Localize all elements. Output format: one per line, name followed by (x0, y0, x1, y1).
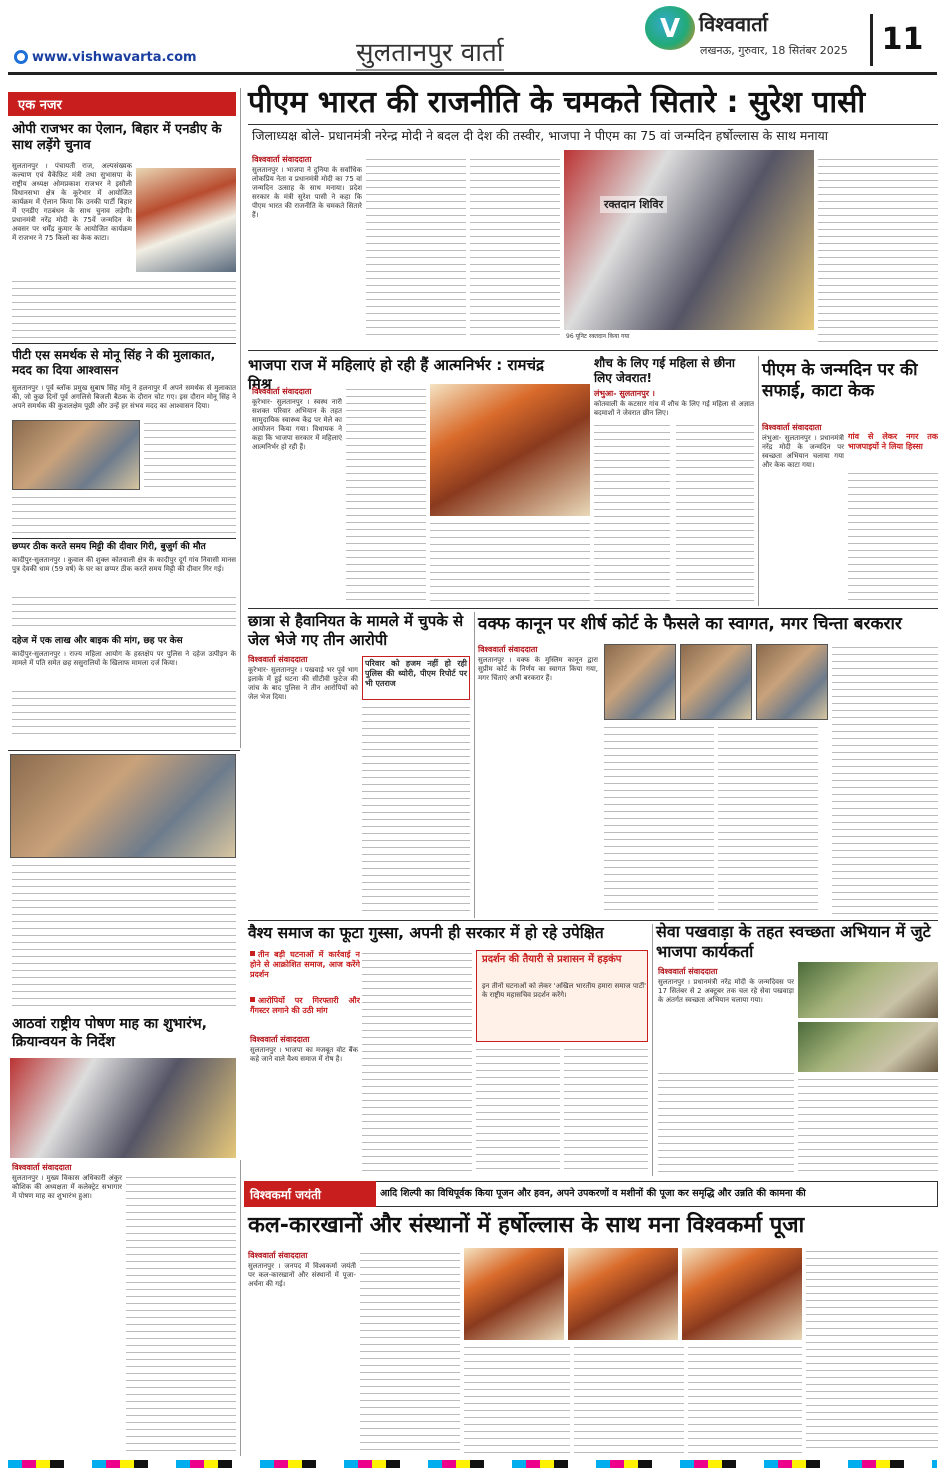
story7-bullet-2: आरोपियों पर गिरफ्तारी और गैंगस्टर लगाने की उठी मांग (250, 996, 360, 1015)
story10-col2 (360, 1250, 460, 1454)
divider (8, 750, 240, 751)
section-title: सुलतानपुर वार्ता (356, 33, 504, 71)
story2-photo (430, 384, 590, 516)
story5-text: कूरेभार- सुलतानपुर । पखवाड़े भर पूर्व भाग इलाके में हुई घटना की सीटीवी फुटेज की जांच के बाद पुलिस ने तीन आरोपियों को जेल भेज दिया। (248, 666, 358, 701)
divider (248, 124, 938, 125)
story10-col6 (806, 1248, 938, 1454)
main-text-col2 (366, 156, 466, 338)
brief-1-headline: ओपी राजभर का ऐलान, बिहार में एनडीए के साथ लड़ेंगे चुनाव (12, 122, 222, 154)
story5-sidebar-box: परिवार को हजम नहीं हो रही पुलिस की थ्योरी, पीएम रिपोर्ट पर भी एतराज (362, 656, 470, 700)
story9-photo (10, 1058, 236, 1158)
main-subhead: जिलाध्यक्ष बोले- प्रधानमंत्री नरेन्द्र मोदी ने बदल दी देश की तस्वीर, भाजपा ने पीएम का 75 वां जन्मदिन हर्षोल्लास के साथ मनाया (252, 128, 829, 143)
divider (248, 920, 938, 921)
story2-text: कूरेभार- सुलतानपुर । स्वस्थ नारी सशक्त परिवार अभियान के तहत सामुदायिक स्वास्थ्य केंद्र पर मेले का आयोजन किया गया। विधायक ने कहा कि भाजपा सरकार में महिलाएं आत्मनिर्भर हो रही हैं। (252, 398, 342, 451)
brief-2-text: सुलतानपुर । पूर्व ब्लॉक प्रमुख सुबाष सिंह मोनू ने हलनापुर में अपने समर्थक से मुलाकात की, जो कुछ दिनों पूर्व अगलिसे बिजली बैठक के दौरान चोट गए। इस दौरान मोनू सिंह ने अपने समर्थक की कुशलक्षेम पूछी और उन्हें हर संभव मदद का आश्वासन दिया। (12, 384, 236, 410)
story10-photo-2 (568, 1248, 678, 1340)
story8-byline: विश्ववार्ता संवाददाता (658, 967, 718, 976)
story9-headline: आठवां राष्ट्रीय पोषण माह का शुभारंभ, क्रियान्वयन के निर्देश (12, 1016, 207, 1050)
story9-col2 (126, 1174, 236, 1454)
story2-col2 (346, 386, 426, 602)
story3-headline: शौच के लिए गई महिला से छीना लिए जेवरात! (594, 356, 735, 385)
main-text-col4 (818, 156, 938, 346)
page-number: 11 (870, 14, 932, 66)
main-photo-caption: 96 यूनिट रक्तदान किया गया (566, 333, 630, 340)
story9-text: सुलतानपुर । मुख्य विकास अधिकारी अंकुर कौशिक की अध्यक्षता में कलेक्ट्रेट सभागार में पोषण माह का शुभारंभ हुआ। (12, 1174, 122, 1200)
story10-col3 (464, 1344, 570, 1454)
story5-headline: छात्रा से हैवानियत के मामले में चुपके से जेल भेजे गए तीन आरोपी (248, 612, 464, 649)
divider (12, 538, 236, 539)
story3-col1 (594, 422, 670, 602)
story4-headline: पीएम के जन्मदिन पर की सफाई, काटा केक (762, 360, 918, 402)
story6-headline: वक्फ कानून पर शीर्ष कोर्ट के फैसले का स्वागत, मगर चिन्ता बरकरार (478, 614, 902, 634)
story3-col2 (676, 422, 754, 602)
story10-photo-1 (464, 1248, 564, 1340)
story2-headline: भाजपा राज में महिलाएं हो रही हैं आत्मनिर्भर : रामचंद्र मिश्र (248, 356, 544, 393)
story6-portrait-2 (680, 644, 752, 720)
story8-col3 (798, 1076, 938, 1174)
story5-col2 (362, 704, 470, 916)
story4-text: लंभुआ- सुलतानपुर । प्रधानमंत्री नरेंद्र मोदी के जन्मदिन पर स्वच्छता अभियान चलाया गया और केक काटा गया। (762, 434, 844, 469)
brand-logo-letter: V (660, 14, 681, 44)
story6-col4 (832, 644, 938, 916)
main-text-col3 (470, 156, 560, 338)
divider (248, 608, 938, 609)
brief-2-photo (12, 420, 140, 490)
brief-4-headline: दहेज में एक लाख और बाइक की मांग, छह पर केस (12, 636, 183, 646)
story7-headline: वैश्य समाज का फूटा गुस्सा, अपनी ही सरकार में हो रहे उपेक्षित (248, 924, 604, 942)
brief-3-headline: छप्पर ठीक करते समय मिट्टी की दीवार गिरी, बुजुर्ग की मौत (12, 542, 206, 552)
brand-name: विश्ववार्ता (699, 12, 768, 36)
tag-label: विश्वकर्मा जयंती (244, 1181, 376, 1207)
story6-byline: विश्ववार्ता संवाददाता (478, 645, 538, 654)
story7-col4 (564, 1046, 648, 1174)
brief-1-photo (136, 168, 236, 272)
main-photo (564, 150, 814, 330)
brief-2-headline: पीटी एस समर्थक से मोनू सिंह ने की मुलाकात, मदद का दिया आश्वासन (12, 348, 216, 377)
divider (248, 350, 938, 351)
story10-col4 (574, 1344, 684, 1454)
main-photo-banner: रक्तदान शिविर (600, 196, 667, 213)
story6-portrait-3 (756, 644, 828, 720)
brief-1-continued (12, 278, 236, 338)
brief-2-more (12, 494, 236, 534)
story7-byline: विश्ववार्ता संवाददाता (250, 1035, 310, 1044)
website-url[interactable]: www.vishwavarta.com (14, 50, 197, 65)
story10-photo-3 (682, 1248, 802, 1340)
brief-4-text: कादीपुर-सुलतानपुर । राज्य महिला आयोग के हस्तक्षेप पर पुलिस ने दहेज उत्पीड़न के मामले में पति समेत छह ससुरालियों के खिलाफ मामला दर्ज किया। (12, 650, 236, 667)
main-lead-text: सुलतानपुर । भाजपा ने दुनिया के सर्वाधिक लोकप्रिय नेता व प्रधानमंत्री मोदी का 75 वां जन्मदिन उत्साह के साथ मनाया। प्रदेश सरकार के मंत्री सुरेश पासी ने कहा कि पीएम भारत की राजनीति के चमकते सितारे हैं। (252, 166, 362, 219)
story7-col3 (476, 1046, 560, 1174)
story6-portrait-1 (604, 644, 676, 720)
main-byline: विश्ववार्ता संवाददाता (252, 155, 312, 164)
column-rule (240, 88, 241, 748)
bullet-icon (250, 997, 255, 1002)
story7-text: सुलतानपुर । भाजपा का मजबूत वोट बैंक कहे जाने वाले वैश्य समाज में रोष है। (250, 1046, 358, 1063)
story8-text: सुलतानपुर । प्रधानमंत्री नरेंद्र मोदी के जन्मदिवस पर 17 सितंबर से 2 अक्टूबर तक चल रहे सेवा पखवाड़ा के अंतर्गत स्वच्छता अभियान चलाया गया। (658, 978, 794, 1004)
story4-pull-quote: गांव से लेकर नगर तक भाजपाइयों ने लिया हिस्सा (848, 432, 938, 451)
story3-byline: लंभुआ- सुलतानपुर । (594, 389, 655, 398)
brief-1-text: सुलतानपुर । पंचायती राज, अल्पसंख्यक कल्याण एवं वैकेंफ़िट मंत्री तथा सुभासपा के राष्ट्रीय अध्यक्ष ओमप्रकाश राजभर ने इसौली विधानसभा क्षेत्र के कूरेभार में आयोजित कार्यक्रम में ऐलान किया कि उनकी पार्टी बिहार में एनडीए गठबंधन के साथ चुनाव लड़ेगी। प्रधानमंत्री नरेंद्र मोदी के 75वें जन्मदिन के अवसर पर धर्मेंद्र कुमार के आयोजित कार्यक्रम में राजभर ने 75 किलो का केक काटा। (12, 162, 132, 242)
brief-2-continued (144, 420, 236, 490)
story8-photo-1 (798, 962, 938, 1018)
story10-col5 (688, 1344, 802, 1454)
story2-col3 (430, 520, 590, 602)
story3-text: कोतवाली के कटसार गांव में शौच के लिए गई महिला से अज्ञात बदमाशों ने जेवरात छीन लिए। (594, 400, 754, 417)
brief-3-continued (12, 594, 236, 632)
divider (12, 343, 236, 344)
browser-icon (14, 50, 28, 64)
tag-text: आदि शिल्पी का विधिपूर्वक किया पूजन और हवन, अपने उपकरणों व मशीनों की पूजा कर समृद्धि और उन्नति की कामना की (380, 1188, 806, 1199)
brief-3-text: कादीपुर-सुलतानपुर । कुवाल की शुक्ल कोतवाली क्षेत्र के कादीपुर दूर्ग गांव निवासी मानस पुत्र देवकी धाम (59 वर्ष) के घर का छप्पर ठीक करते समय मिट्टी की दीवार गिर गई। (12, 556, 236, 573)
story9-byline: विश्ववार्ता संवाददाता (12, 1163, 72, 1172)
story5-byline: विश्ववार्ता संवाददाता (248, 655, 308, 664)
story7-box-title: प्रदर्शन की तैयारी से प्रशासन में हड़कंप (482, 954, 622, 965)
story7-bullet-1: तीन बड़ी घटनाओं में कार्रवाई न होने से आक्रोशित समाज, आज करेंगे प्रदर्शन (250, 950, 360, 979)
header-rule (8, 72, 937, 75)
story6-col3 (718, 724, 818, 916)
dateline: लखनऊ, गुरुवार, 18 सितंबर 2025 (700, 44, 848, 57)
column-rule (240, 1160, 241, 1456)
bullet-icon (250, 951, 255, 956)
story7-col2 (362, 950, 472, 1174)
main-headline: पीएम भारत की राजनीति के चमकते सितारे : सुरेश पासी (248, 85, 866, 120)
print-color-bar (8, 1460, 937, 1468)
story8-headline: सेवा पखवाड़ा के तहत स्वच्छता अभियान में जुटे भाजपा कार्यकर्ता (656, 922, 931, 961)
story8-col2 (658, 1070, 794, 1174)
story8-photo-2 (798, 1022, 938, 1072)
story9-prior-text (12, 862, 236, 1012)
ek-nazar-label: एक नजर (8, 92, 236, 116)
column-rule (652, 924, 653, 1176)
story9-top-photo (10, 754, 236, 858)
story10-headline: कल-कारखानों और संस्थानों में हर्षोल्लास के साथ मना विश्वकर्मा पूजा (248, 1213, 805, 1238)
column-rule (758, 356, 759, 606)
story6-text: सुलतानपुर । वक्फ के मुस्लिम कानून द्वारा सुप्रीम कोर्ट के निर्णय का स्वागत किया गया, मगर चिंताएं अभी बरकरार हैं। (478, 656, 598, 682)
brief-4-continued (12, 688, 236, 740)
story2-byline: विश्ववार्ता संवाददाता (252, 387, 312, 396)
story10-byline: विश्ववार्ता संवाददाता (248, 1251, 308, 1260)
story10-text: सुलतानपुर । जनपद में विश्वकर्मा जयंती पर कल-कारखानों और संस्थानों में पूजा-अर्चना की गई। (248, 1262, 356, 1288)
story7-box-text: इन तीनों घटनाओं को लेकर 'अखिल भारतीय हमारा समाज पार्टी' के राष्ट्रीय महासचिव प्रदर्शन करेंगे। (482, 982, 646, 999)
story4-byline: विश्ववार्ता संवाददाता (762, 423, 822, 432)
story6-col2 (604, 724, 714, 916)
column-rule (474, 612, 475, 918)
story4-col2 (848, 470, 938, 604)
